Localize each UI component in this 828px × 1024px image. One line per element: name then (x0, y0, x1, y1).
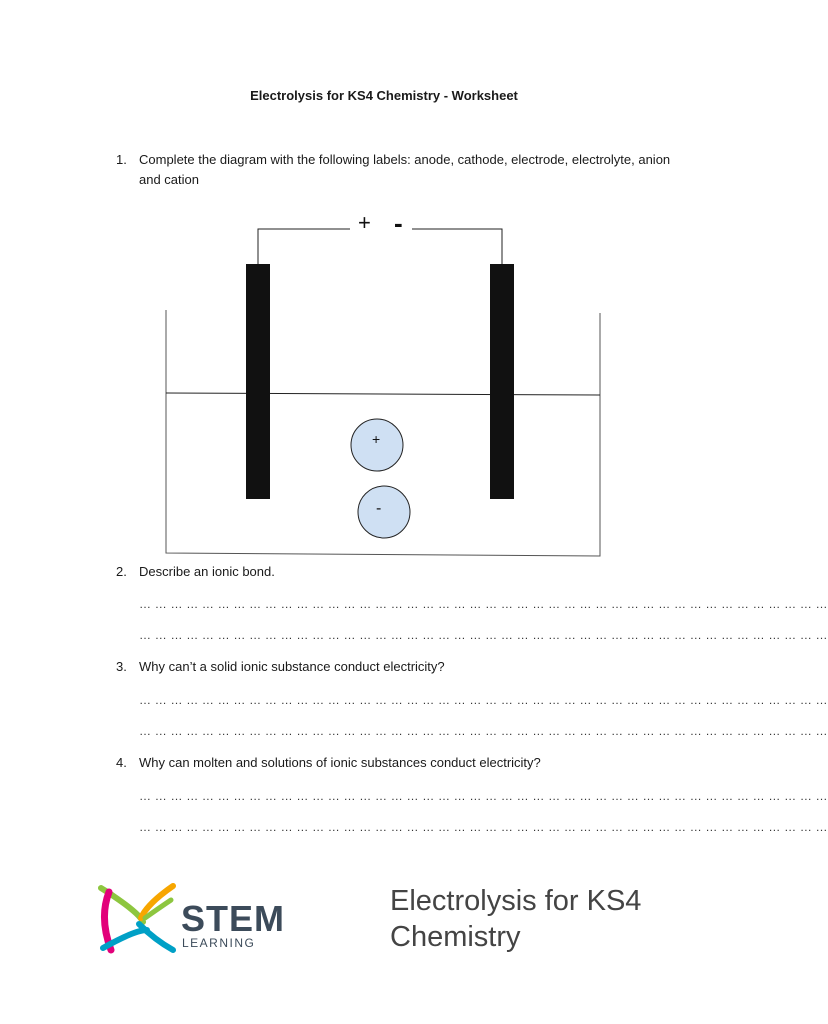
electrolyte-surface (166, 393, 600, 395)
right-electrode (490, 264, 514, 499)
question-1 (0, 150, 768, 194)
negative-wire (412, 229, 502, 264)
question-4 (0, 753, 768, 773)
question-text: Why can’t a solid ionic substance conduct electricity? (139, 659, 445, 674)
stem-learning-logo-icon (95, 878, 185, 958)
anion (358, 486, 410, 538)
footer-title (390, 883, 720, 955)
question-text: Describe an ionic bond. (139, 564, 275, 579)
question-number: 2. (116, 564, 127, 579)
answer-line[interactable]: … … … … … … … … … … … … … … … … … … … … … … … … … … … … … … … … … … … … … … … … … … … … (139, 724, 828, 738)
footer-title-line2: Chemistry (390, 921, 521, 953)
question-number: 3. (116, 659, 127, 674)
worksheet-title: Electrolysis for KS4 Chemistry - Worksheet (250, 88, 518, 103)
electrolysis-diagram (150, 200, 620, 565)
anion-sign: - (376, 500, 382, 517)
question-text: Complete the diagram with the following labels: anode, cathode, electrode, electrolyte, anion and cation (139, 152, 671, 187)
answer-line[interactable]: … … … … … … … … … … … … … … … … … … … … … … … … … … … … … … … … … … … … … … … … … … … … (139, 628, 828, 642)
left-electrode (246, 264, 270, 499)
positive-wire (258, 229, 350, 264)
logo-subtitle: LEARNING (182, 936, 256, 950)
question-2 (0, 562, 768, 582)
question-text: Why can molten and solutions of ionic substances conduct electricity? (139, 755, 541, 770)
answer-line[interactable]: … … … … … … … … … … … … … … … … … … … … … … … … … … … … … … … … … … … … … … … … … … … … (139, 693, 828, 707)
logo-brand: STEM (181, 898, 286, 939)
question-3 (0, 657, 768, 677)
answer-line[interactable]: … … … … … … … … … … … … … … … … … … … … … … … … … … … … … … … … … … … … … … … … … … … … (139, 820, 828, 834)
answer-line[interactable]: … … … … … … … … … … … … … … … … … … … … … … … … … … … … … … … … … … … … … … … … … … … … (139, 789, 828, 803)
question-number: 1. (116, 152, 127, 167)
footer-title-line1: Electrolysis for KS4 (390, 885, 642, 917)
question-number: 4. (116, 755, 127, 770)
answer-line[interactable]: … … … … … … … … … … … … … … … … … … … … … … … … … … … … … … … … … … … … … … … … … … … … (139, 597, 828, 611)
positive-terminal: + (358, 210, 371, 235)
cation-sign: + (372, 431, 381, 447)
negative-terminal: - (394, 208, 403, 238)
